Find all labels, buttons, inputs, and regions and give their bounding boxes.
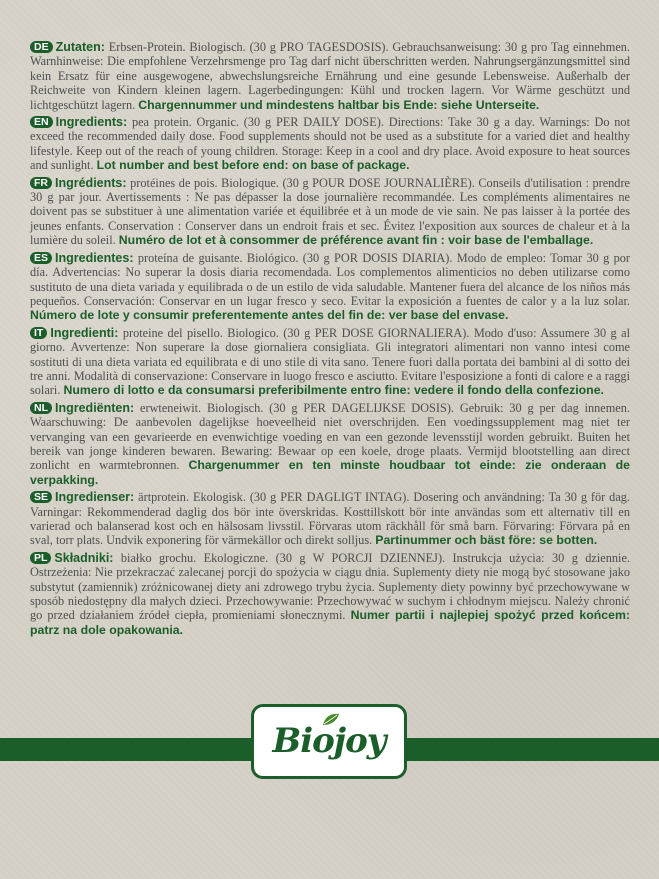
section-de: [30, 40, 630, 112]
language-badge: EN: [30, 116, 53, 128]
section-heading: Ingrédients:: [55, 175, 127, 190]
section-heading: Składniki:: [54, 550, 114, 565]
lot-info: Chargennummer und mindestens haltbar bis Ende: siehe Unterseite.: [138, 97, 540, 112]
section-body: Erbsen-Protein. Biologisch. (30 g PRO TAGESDOSIS). Gebrauchsanweisung: 30 g pro Tag einnehmen. Warnhinweise: Die empfohlene Verzehrsmenge pro Tag darf nicht überschritten werden. Nahrungsergänzungsmittel sind kein Ersatz für eine ausgewogene, abwechslungsreiche Ernährung und eine gesunde Lebensweise. Außerhalb der Reichweite von Kindern kleinen lagern. Lagerbedingungen: Kühl und trocken lagern. Vor Wärme geschützt und lichtgeschützt lagern.: [30, 40, 630, 112]
section-body: ärtprotein. Ekologisk. (30 g PER DAGLIGT INTAG). Dosering och användning: Ta 30 g för dag. Varningar: Rekommenderad daglig dos bör inte överskridas. Kosttillskott bör inte användas som ett alternativ till en varierad och balanserad kost och en hälsosam livsstil. Förvaras utom räckhåll för små barn. Förvaring: Förvara på en sval, torr plats. Undvik exponering för värmekällor och direkt solljus.: [30, 490, 630, 548]
section-heading: Ingrediënten:: [55, 400, 135, 415]
section-body: erwteneiwit. Biologisch. (30 g PER DAGELIJKSE DOSIS). Gebruik: 30 g per dag innemen. Waarschuwing: De aanbevolen dagelijkse hoeveelheid niet overschrijden. Een voedingssupplement mag niet ter vervanging van een gevarieerde en evenwichtige voeding en van een gezonde levensstijl worden gebruikt. Buiten het bereik van jonge kinderen bewaren. Bewaring: Bewaar op een koele, droge plaats. Vermijd blootstelling aan direct zonlicht en warmtebronnen.: [30, 400, 630, 473]
section-pl: [30, 551, 630, 637]
lot-info: Numéro de lot et à consommer de préférence avant fin : voir base de l'emballage.: [118, 233, 594, 248]
language-badge: SE: [30, 491, 52, 503]
lot-info: Lot number and best before end: on base of package.: [96, 158, 410, 173]
brand-logo: [251, 704, 407, 779]
logo-wordmark: Biojoy: [272, 721, 386, 761]
language-badge: IT: [30, 327, 47, 339]
section-body: proteine del pisello. Biologico. (30 g PER DOSE GIORNALIERA). Modo d'uso: Assumere 30 g al giorno. Avvertenze: Non superare la dose giornaliera consigliata. Gli integratori alimentari non vanno intesi come sostituti di una dieta variata ed equilibrata e di uno stile di vita sano. Tenere fuori dalla portata dei bambini al di sotto dei tre anni. Modalità di conservazione: Conservare in luogo fresco e asciutto. Evitare l'esposizione a fonti di calore e a raggi solari.: [30, 325, 631, 398]
section-fr: [30, 176, 630, 248]
section-heading: Ingredientes:: [55, 250, 134, 265]
lot-info: Chargenummer en ten minste houdbaar tot einde: zie onderaan de verpakking.: [30, 458, 630, 487]
section-body: proteína de guisante. Biológico. (30 g POR DOSIS DIARIA). Modo de empleo: Tomar 30 g por día. Advertencias: No superar la dosis diaria recomendada. Los complementos alimenticios no deben utilizarse como sustituto de una dieta variada y equilibrada o de un estilo de vida saludable. Mantener fuera del alcance de los niños más pequeños. Conservación: Conservar en un lugar fresco y seco. Evitar la exposición a fuentes de calor y a la luz solar.: [30, 250, 631, 308]
language-badge: FR: [30, 177, 52, 189]
lot-info: Número de lote y consumir preferentemente antes del fin de: ver base del envase.: [30, 308, 509, 323]
lot-info: Partinummer och bäst före: se botten.: [375, 533, 598, 548]
section-heading: Zutaten:: [55, 40, 105, 54]
section-es: [30, 251, 630, 323]
section-heading: Ingredients:: [55, 115, 128, 130]
section-it: [30, 326, 630, 398]
section-heading: Ingredienser:: [55, 490, 135, 505]
language-badge: NL: [30, 402, 52, 414]
label-text-block: [30, 40, 630, 640]
lot-info: Numero di lotto e da consumarsi preferibilmente entro fine: vedere il fondo della confezione.: [63, 383, 604, 398]
lot-info: Numer partii i najlepiej spożyć przed końcem: patrz na dole opakowania.: [30, 608, 631, 637]
section-heading: Ingredienti:: [50, 325, 119, 340]
language-badge: DE: [30, 41, 53, 53]
language-badge: PL: [30, 552, 51, 564]
section-body: pea protein. Organic. (30 g PER DAILY DOSE). Directions: Take 30 g a day. Warnings: Do not exceed the recommended daily dose. Food supplements should not be used as a substitute for a varied diet and healthy lifestyle. Keep out of the reach of young children. Storage: Keep in a cool and dry place. Avoid exposure to heat sources and sunlight.: [30, 115, 631, 173]
section-body: protéines de pois. Biologique. (30 g POUR DOSE JOURNALIÈRE). Conseils d'utilisation : prendre 30 g par jour. Avertissements : Ne pas dépasser la dose journalière recommandée. Les compléments alimentaires ne doivent pas se substituer à une alimentation variée et équilibrée et à un mode de vie sain. Ne pas laisser à la portée des jeunes enfants. Conservation : Conserver dans un endroit frais et sec. Évitez l'exposition aux sources de chaleur et à la lumière du soleil.: [30, 175, 630, 248]
section-en: [30, 115, 630, 173]
section-nl: [30, 401, 630, 487]
section-se: [30, 490, 630, 548]
language-badge: ES: [30, 252, 52, 264]
section-body: białko grochu. Ekologiczne. (30 g W PORCJI DZIENNEJ). Instrukcja użycia: 30 g dziennie. Ostrzeżenia: Nie przekraczać zalecanej porcji do spożycia w ciągu dnia. Suplementy diety nie mogą być stosowane jako substytut (zamiennik) zróżnicowanej diety ani zdrowego trybu życia. Suplementy diety powinny być przechowywane w sposób niedostępny dla małych dzieci. Przechowywanie: Przechowywać w suchym i chłodnym miejscu. Należy chronić go przed działaniem źródeł ciepła, promieniami słonecznymi.: [30, 550, 630, 623]
